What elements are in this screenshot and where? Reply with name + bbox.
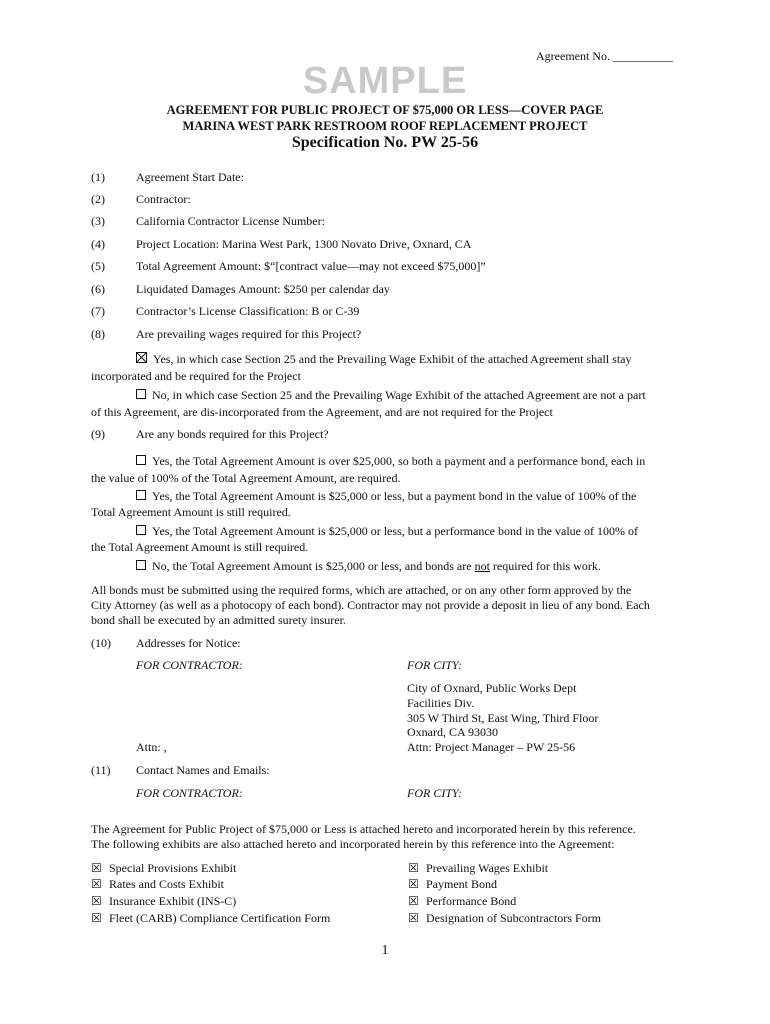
bond-option-4[interactable]	[136, 559, 601, 574]
checked-box-icon: ☒	[91, 877, 102, 891]
unchecked-checkbox-icon[interactable]	[136, 525, 146, 535]
item-text: Addresses for Notice:	[136, 636, 241, 650]
exhibit-item	[408, 894, 516, 909]
unchecked-checkbox-icon[interactable]	[136, 455, 146, 465]
exhibit-item	[91, 861, 236, 876]
item-text: Contractor’s License Classification: B or C-39	[136, 304, 360, 318]
item-text: Agreement Start Date:	[136, 170, 244, 184]
unchecked-checkbox-icon[interactable]	[136, 560, 146, 570]
bond-option-text: No, the Total Agreement Amount is $25,000 or less, and bonds are	[152, 559, 475, 573]
bond-option-2[interactable]	[136, 489, 636, 504]
checked-box-icon: ☒	[91, 861, 102, 875]
exhibit-item	[91, 877, 224, 892]
item-text: Contact Names and Emails:	[136, 763, 270, 777]
checked-checkbox-icon[interactable]	[136, 352, 147, 363]
sample-watermark: SAMPLE	[302, 60, 468, 102]
checked-box-icon: ☒	[408, 894, 419, 908]
for-city-label: FOR CITY:	[407, 786, 462, 800]
exhibit-label: Performance Bond	[426, 894, 517, 908]
item-text: Contractor:	[136, 192, 191, 206]
item-text: Are any bonds required for this Project?	[136, 427, 329, 441]
title-line-1: AGREEMENT FOR PUBLIC PROJECT OF $75,000 OR LESS—COVER PAGE	[166, 103, 604, 117]
exhibit-item	[91, 911, 330, 926]
city-address-line: 305 W Third St, East Wing, Third Floor	[407, 711, 599, 725]
city-address-line: Facilities Div.	[407, 696, 475, 710]
wages-no-option[interactable]	[136, 388, 646, 403]
exhibit-item	[408, 877, 497, 892]
city-attn: Attn: Project Manager – PW 25-56	[407, 740, 576, 754]
item-num: (6)	[91, 282, 105, 296]
city-address-line: City of Oxnard, Public Works Dept	[407, 681, 577, 695]
exhibit-label: Special Provisions Exhibit	[109, 861, 237, 875]
wages-yes-text: Yes, in which case Section 25 and the Prevailing Wage Exhibit of the attached Agreement shall stay	[153, 352, 632, 366]
wages-yes-text-cont: incorporated and be required for the Project	[91, 369, 301, 383]
exhibit-label: Prevailing Wages Exhibit	[426, 861, 549, 875]
item-num: (11)	[91, 763, 111, 777]
bond-paragraph-line: All bonds must be submitted using the required forms, which are attached, or on any other form approved by the	[91, 583, 632, 597]
bond-option-text-cont: the value of 100% of the Total Agreement Amount, are required.	[91, 471, 401, 485]
exhibit-label: Fleet (CARB) Compliance Certification Form	[109, 911, 331, 925]
title-line-2: MARINA WEST PARK RESTROOM ROOF REPLACEMENT PROJECT	[182, 119, 588, 133]
exhibit-label: Insurance Exhibit (INS-C)	[109, 894, 237, 908]
wages-yes-option[interactable]	[136, 352, 631, 367]
item-num: (10)	[91, 636, 111, 650]
item-num: (8)	[91, 327, 105, 341]
item-num: (9)	[91, 427, 105, 441]
item-num: (5)	[91, 259, 105, 273]
item-num: (1)	[91, 170, 105, 184]
spec-number: Specification No. PW 25-56	[291, 134, 479, 151]
exhibit-item	[408, 861, 548, 876]
exhibit-label: Rates and Costs Exhibit	[109, 877, 224, 891]
bond-option-text-end: required for this work.	[489, 559, 601, 573]
item-num: (7)	[91, 304, 105, 318]
item-text: Liquidated Damages Amount: $250 per calendar day	[136, 282, 390, 296]
item-num: (3)	[91, 214, 105, 228]
exhibit-label: Payment Bond	[426, 877, 497, 891]
checked-box-icon: ☒	[91, 894, 102, 908]
for-contractor-label: FOR CONTRACTOR:	[136, 658, 243, 672]
exhibit-label: Designation of Subcontractors Form	[426, 911, 601, 925]
closing-line: The following exhibits are also attached hereto and incorporated herein by this reference into the Agreement:	[91, 837, 615, 851]
for-contractor-label: FOR CONTRACTOR:	[136, 786, 243, 800]
exhibit-item	[408, 911, 601, 926]
unchecked-checkbox-icon[interactable]	[136, 490, 146, 500]
bond-option-text-cont: Total Agreement Amount is still required.	[91, 505, 291, 519]
item-text: California Contractor License Number:	[136, 214, 325, 228]
bond-option-3[interactable]	[136, 524, 638, 539]
bond-option-text: Yes, the Total Agreement Amount is $25,000 or less, but a payment bond in the value of 100% of the	[152, 489, 637, 503]
unchecked-checkbox-icon[interactable]	[136, 389, 146, 399]
bond-paragraph-line: City Attorney (as well as a photocopy of each bond). Contractor may not provide a deposit in lieu of any bond. Each	[91, 598, 650, 612]
bond-option-text: Yes, the Total Agreement Amount is over $25,000, so both a payment and a performance bond, each in	[152, 454, 646, 468]
bond-option-1[interactable]	[136, 454, 645, 469]
city-address-line: Oxnard, CA 93030	[407, 725, 498, 739]
bond-option-text: Yes, the Total Agreement Amount is $25,000 or less, but a performance bond in the value of 100% of	[152, 524, 638, 538]
page-number: 1	[381, 943, 389, 958]
wages-no-text: No, in which case Section 25 and the Prevailing Wage Exhibit of the attached Agreement are not a part	[152, 388, 646, 402]
closing-line: The Agreement for Public Project of $75,000 or Less is attached hereto and incorporated herein by this reference.	[91, 822, 636, 836]
wages-no-text-cont: of this Agreement, are dis-incorporated from the Agreement, and are not required for the Project	[91, 405, 553, 419]
item-num: (4)	[91, 237, 105, 251]
item-text: Project Location: Marina West Park, 1300 Novato Drive, Oxnard, CA	[136, 237, 472, 251]
bond-paragraph-line: bond shall be executed by an admitted surety insurer.	[91, 613, 346, 627]
bond-option-underlined: not	[474, 559, 490, 573]
contractor-attn: Attn: ,	[136, 740, 167, 754]
item-text: Are prevailing wages required for this Project?	[136, 327, 362, 341]
agreement-number: Agreement No. __________	[536, 49, 673, 63]
exhibit-item	[91, 894, 236, 909]
item-text: Total Agreement Amount: $“[contract value—may not exceed $75,000]”	[136, 259, 486, 273]
checked-box-icon: ☒	[408, 861, 419, 875]
for-city-label: FOR CITY:	[407, 658, 462, 672]
bond-option-text-cont: the Total Agreement Amount is still required.	[91, 540, 309, 554]
checked-box-icon: ☒	[408, 877, 419, 891]
checked-box-icon: ☒	[91, 911, 102, 925]
checked-box-icon: ☒	[408, 911, 419, 925]
item-num: (2)	[91, 192, 105, 206]
